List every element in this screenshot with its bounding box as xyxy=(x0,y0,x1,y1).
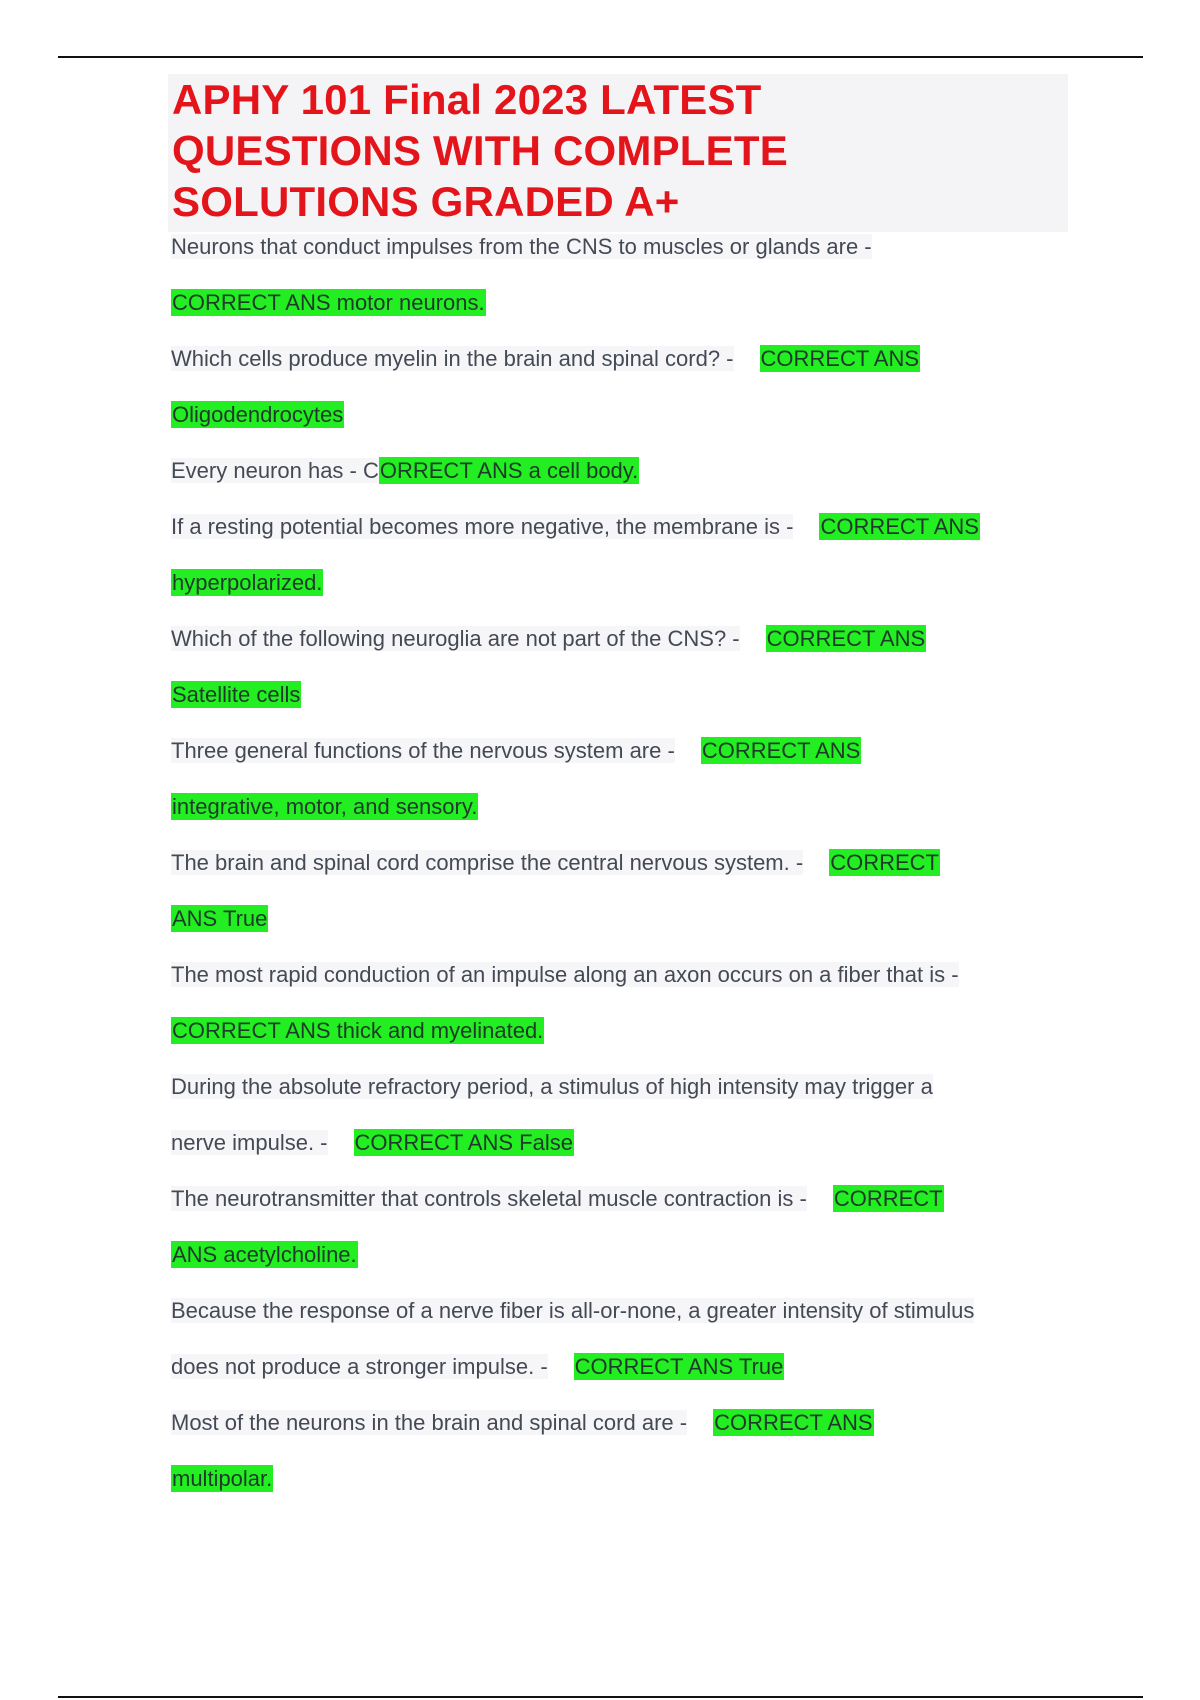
qa-line xyxy=(171,1121,1071,1177)
question-text: Neurons that conduct impulses from the CNS to muscles or glands are - xyxy=(171,234,872,259)
qa-line xyxy=(171,1401,1071,1457)
answer-highlight: CORRECT ANS motor neurons. xyxy=(172,290,485,315)
answer-highlight: CORRECT ANS xyxy=(820,514,979,539)
qa-line xyxy=(171,393,1071,449)
bottom-rule xyxy=(58,1696,1143,1698)
qa-list xyxy=(171,225,1071,1513)
qa-line xyxy=(171,337,1071,393)
qa-line xyxy=(171,617,1071,673)
question-text: Most of the neurons in the brain and spinal cord are - xyxy=(171,1410,688,1435)
question-text: If a resting potential becomes more negative, the membrane is - xyxy=(171,514,794,539)
qa-line xyxy=(171,225,1071,281)
answer-highlight: multipolar. xyxy=(172,1466,273,1491)
title-block xyxy=(168,74,1068,232)
answer-highlight: CORRECT ANS True xyxy=(574,1354,784,1379)
qa-line xyxy=(171,561,1071,617)
qa-line xyxy=(171,897,1071,953)
answer-highlight: CORRECT ANS xyxy=(701,738,861,763)
qa-line xyxy=(171,505,1071,561)
title-line: QUESTIONS WITH COMPLETE xyxy=(172,127,788,174)
page-title xyxy=(168,74,1068,227)
answer-highlight: ORRECT ANS a cell body. xyxy=(379,458,639,483)
qa-line xyxy=(171,1177,1071,1233)
answer-highlight: CORRECT ANS xyxy=(760,346,920,371)
qa-line xyxy=(171,281,1071,337)
question-text: nerve impulse. - xyxy=(171,1130,328,1155)
qa-line xyxy=(171,1009,1071,1065)
qa-line xyxy=(171,449,1071,505)
qa-line xyxy=(171,785,1071,841)
question-text: Because the response of a nerve fiber is all-or-none, a greater intensity of stimulus xyxy=(171,1298,975,1323)
qa-line xyxy=(171,729,1071,785)
question-text: The brain and spinal cord comprise the central nervous system. - xyxy=(171,850,804,875)
question-text: does not produce a stronger impulse. - xyxy=(171,1354,548,1379)
answer-highlight: CORRECT xyxy=(830,850,939,875)
question-text: Which of the following neuroglia are not part of the CNS? - xyxy=(171,626,740,651)
answer-highlight: CORRECT ANS False xyxy=(354,1130,573,1155)
question-text: The neurotransmitter that controls skeletal muscle contraction is - xyxy=(171,1186,807,1211)
question-text: Every neuron has - C xyxy=(171,458,379,483)
qa-line xyxy=(171,1065,1071,1121)
answer-highlight: CORRECT ANS xyxy=(714,1410,873,1435)
answer-highlight: Satellite cells xyxy=(172,682,301,707)
question-text: During the absolute refractory period, a stimulus of high intensity may trigger a xyxy=(171,1074,933,1099)
question-text: The most rapid conduction of an impulse along an axon occurs on a fiber that is - xyxy=(171,962,959,987)
qa-line xyxy=(171,1289,1071,1345)
answer-highlight: ANS acetylcholine. xyxy=(172,1242,357,1267)
qa-line xyxy=(171,1233,1071,1289)
answer-highlight: CORRECT ANS xyxy=(766,626,926,651)
answer-highlight: ANS True xyxy=(172,906,268,931)
answer-highlight: hyperpolarized. xyxy=(172,570,323,595)
title-line: APHY 101 Final 2023 LATEST xyxy=(172,76,762,123)
answer-highlight: CORRECT xyxy=(833,1186,943,1211)
qa-line xyxy=(171,841,1071,897)
answer-highlight: CORRECT ANS thick and myelinated. xyxy=(172,1018,544,1043)
question-text: Three general functions of the nervous system are - xyxy=(171,738,675,763)
qa-line xyxy=(171,673,1071,729)
top-rule xyxy=(58,56,1143,58)
qa-line xyxy=(171,953,1071,1009)
answer-highlight: Oligodendrocytes xyxy=(172,402,344,427)
qa-line xyxy=(171,1457,1071,1513)
question-text: Which cells produce myelin in the brain and spinal cord? - xyxy=(171,346,734,371)
title-line: SOLUTIONS GRADED A+ xyxy=(172,178,680,225)
qa-line xyxy=(171,1345,1071,1401)
answer-highlight: integrative, motor, and sensory. xyxy=(172,794,478,819)
